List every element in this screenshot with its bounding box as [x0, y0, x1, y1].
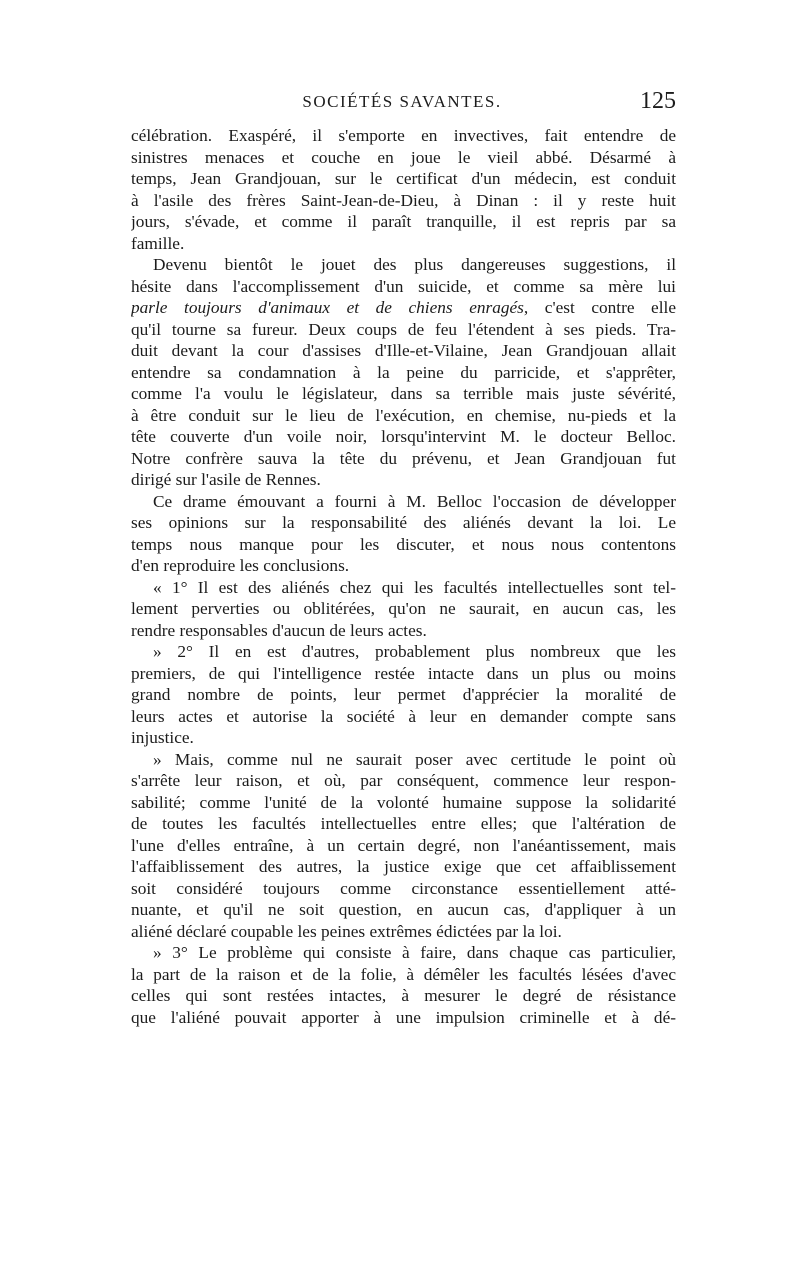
text-line: s'arrête leur raison, et où, par conséquent, commence leur respon- [131, 771, 676, 790]
text-line: dirigé sur l'asile de Rennes. [131, 470, 321, 489]
text-line: célébration. Exaspéré, il s'emporte en invectives, fait entendre de [131, 126, 676, 145]
text-line: jours, s'évade, et comme il paraît tranquille, il est repris par sa [131, 212, 676, 231]
text-line: hésite dans l'accomplissement d'un suicide, et comme sa mère lui [131, 276, 676, 296]
text-line: grand nombre de points, leur permet d'apprécier la moralité de [131, 685, 676, 704]
text-line: » Mais, comme nul ne saurait poser avec certitude le point où [153, 749, 676, 769]
page-number: 125 [640, 88, 676, 114]
text-line: soit considéré toujours comme circonstance essentiellement atté- [131, 878, 676, 898]
text-line: Notre confrère sauva la tête du prévenu, et Jean Grandjouan fut [131, 448, 676, 468]
text-line: temps, Jean Grandjouan, sur le certificat d'un médecin, est conduit [131, 169, 676, 188]
text-line: temps nous manque pour les discuter, et nous nous contentons [131, 534, 676, 554]
text-line: que l'aliéné pouvait apporter à une impulsion criminelle et à dé- [131, 1007, 676, 1027]
text-line: à l'asile des frères Saint-Jean-de-Dieu, à Dinan : il y reste huit [131, 190, 676, 210]
text-line: qu'il tourne sa fureur. Deux coups de feu l'étendent à ses pieds. Tra- [131, 319, 676, 339]
text-line: famille. [131, 233, 185, 253]
text-line: ses opinions sur la responsabilité des aliénés devant la loi. Le [131, 513, 676, 532]
text-line: aliéné déclaré coupable les peines extrêmes édictées par la loi. [131, 921, 562, 941]
text-line: la part de la raison et de la folie, à démêler les facultés lésées d'avec [131, 964, 676, 984]
text-line: celles qui sont restées intactes, à mesurer le degré de résistance [131, 986, 676, 1005]
running-title: SOCIÉTÉS SAVANTES. [302, 92, 502, 111]
text-line: lement perverties ou oblitérées, qu'on ne saurait, en aucun cas, les [131, 599, 676, 618]
text-line: tête couverte d'un voile noir, lorsqu'intervint M. le docteur Belloc. [131, 427, 676, 446]
text-line: Devenu bientôt le jouet des plus dangereuses suggestions, il [153, 255, 676, 274]
text-line: Ce drame émouvant a fourni à M. Belloc l'occasion de développer [153, 491, 676, 511]
text-line: sinistres menaces et couche en joue le vieil abbé. Désarmé à [131, 147, 676, 167]
text-line: leurs actes et autorise la société à leur en demander compte sans [131, 706, 676, 726]
text-line: » 2° Il en est d'autres, probablement plus nombreux que les [153, 642, 676, 661]
text-line: duit devant la cour d'assises d'Ille-et-Vilaine, Jean Grandjouan allait [131, 341, 676, 360]
running-head [128, 88, 676, 122]
text-line: entendre sa condamnation à la peine du parricide, et s'apprêter, [131, 362, 676, 382]
text-line: à être conduit sur le lieu de l'exécution, en chemise, nu-pieds et la [131, 405, 676, 425]
text-line: d'en reproduire les conclusions. [131, 556, 350, 575]
text-line: l'une d'elles entraîne, à un certain degré, non l'anéantissement, mais [131, 835, 676, 855]
body-text [131, 125, 676, 1028]
text-line: parle toujours d'animaux et de chiens enragés, c'est contre elle [131, 298, 676, 317]
text-line: » 3° Le problème qui consiste à faire, dans chaque cas particulier, [153, 943, 676, 962]
text-line: « 1° Il est des aliénés chez qui les facultés intellectuelles sont tel- [153, 577, 676, 597]
text-line: nuante, et qu'il ne soit question, en aucun cas, d'appliquer à un [131, 900, 676, 919]
text-line: l'affaiblissement des autres, la justice exige que cet affaiblissement [131, 857, 676, 876]
text-line: premiers, de qui l'intelligence restée intacte dans un plus ou moins [131, 663, 676, 683]
text-line: injustice. [131, 728, 194, 747]
text-line: comme l'a voulu le législateur, dans sa terrible mais juste sévérité, [131, 384, 676, 403]
text-line: de toutes les facultés intellectuelles entre elles; que l'altération de [131, 814, 676, 833]
text-line: sabilité; comme l'unité de la volonté humaine suppose la solidarité [131, 792, 676, 812]
text-line: rendre responsables d'aucun de leurs actes. [131, 620, 427, 640]
